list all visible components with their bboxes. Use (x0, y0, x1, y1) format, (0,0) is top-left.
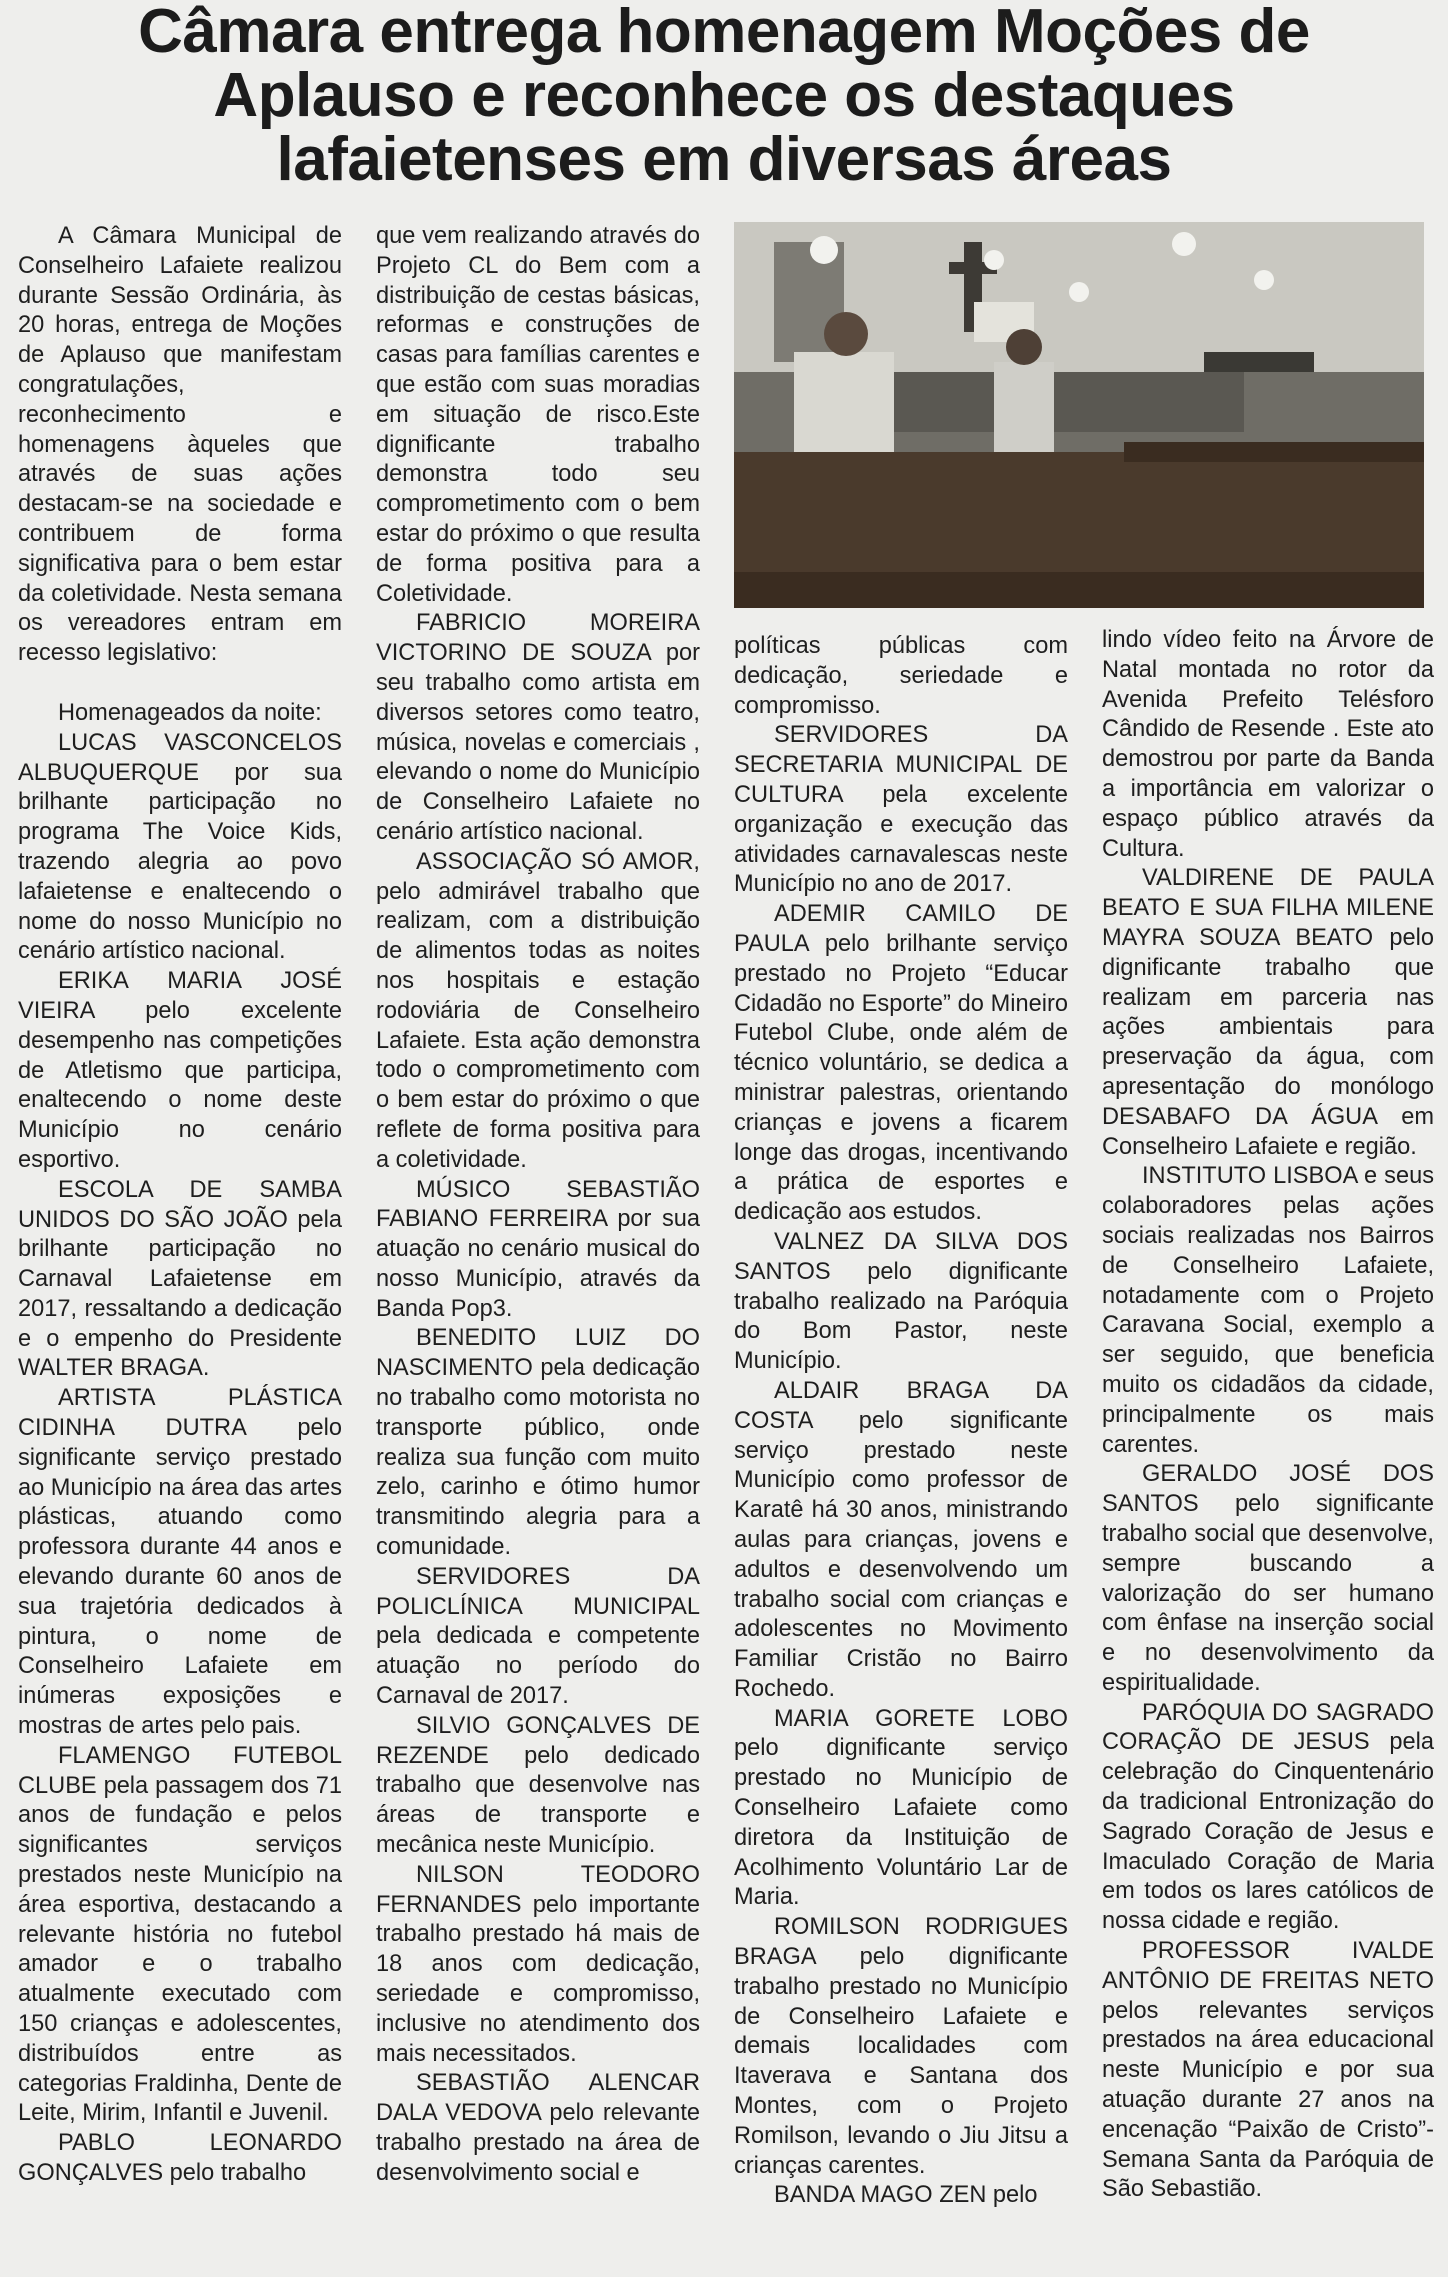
paragraph: BENEDITO LUIZ DO NASCIMENTO pela dedicação no trabalho como motorista no transporte público, onde realiza sua função com muito zelo, carinho e ótimo humor transmitindo alegria para a comunidade. (376, 1325, 700, 1561)
council-chamber-image (734, 222, 1424, 608)
paragraph: A Câmara Municipal de Conselheiro Lafaiete realizou durante Sessão Ordinária, às 20 horas, entrega de Moções de Aplauso que manifestam congratulações, reconhecimento e homenagens àqueles que através de suas ações destacam-se na sociedade e contribuem de forma significativa para o bem estar da coletividade. Nesta semana os vereadores entram em recesso legislativo: (18, 223, 342, 667)
paragraph: VALNEZ DA SILVA DOS SANTOS pelo dignificante trabalho realizado na Paróquia do Bom Pastor, neste Município. (734, 1228, 1068, 1375)
paragraph: políticas públicas com dedicação, seriedade e compromisso. (734, 633, 1068, 719)
column-1 (18, 222, 342, 2189)
paragraph: VALDIRENE DE PAULA BEATO E SUA FILHA MILENE MAYRA SOUZA BEATO pelo dignificante trabalho que realizam em parceria nas ações ambientais para preservação da água, com apresentação do monólogo DESABAFO DA ÁGUA em Conselheiro Lafaiete e região. (1102, 865, 1434, 1160)
paragraph: ADEMIR CAMILO DE PAULA pelo brilhante serviço prestado no Projeto “Educar Cidadão no Esporte” do Mineiro Futebol Clube, onde além de técnico voluntário, se dedica a ministrar palestras, orientando crianças e jovens a ficarem longe das drogas, incentivando a prática de esportes e dedicação aos estudos. (734, 901, 1068, 1226)
session-photo (734, 222, 1424, 608)
headline: Câmara entrega homenagem Moções de Aplauso e reconhece os destaques lafaietenses em diversas áreas (138, 0, 1310, 194)
paragraph: MARIA GORETE LOBO pelo dignificante serviço prestado no Município de Conselheiro Lafaiete como diretora da Instituição de Acolhimento Voluntário Lar de Maria. (734, 1705, 1068, 1911)
paragraph: MÚSICO SEBASTIÃO FABIANO FERREIRA por sua atuação no cenário musical do nosso Município, através da Banda Pop3. (376, 1176, 700, 1322)
paragraph: SERVIDORES DA SECRETARIA MUNICIPAL DE CULTURA pela excelente organização e execução das atividades carnavalescas neste Município no ano de 2017. (734, 722, 1068, 898)
paragraph: ESCOLA DE SAMBA UNIDOS DO SÃO JOÃO pela brilhante participação no Carnaval Lafaietense em 2017, ressaltando a dedicação e o empenho do Presidente WALTER BRAGA. (18, 1176, 342, 1382)
paragraph: SILVIO GONÇALVES DE REZENDE pelo dedicado trabalho que desenvolve nas áreas de transporte e mecânica neste Município. (376, 1712, 700, 1859)
paragraph: Homenageados da noite: (58, 699, 322, 726)
paragraph: FLAMENGO FUTEBOL CLUBE pela passagem dos 71 anos de fundação e pelos significantes serviços prestados neste Município na área esportiva, destacando a relevante história no futebol amador e o trabalho atualmente executado com 150 crianças e adolescentes, distribuídos entre as categorias Fraldinha, Dente de Leite, Mirim, Infantil e Juvenil. (18, 1742, 342, 2127)
paragraph: ROMILSON RODRIGUES BRAGA pelo dignificante trabalho prestado no Município de Conselheiro Lafaiete e demais localidades com Itaverava e Santana dos Montes, com o Projeto Romilson, levando o Jiu Jitsu a crianças carentes. (734, 1914, 1068, 2179)
paragraph: INSTITUTO LISBOA e seus colaboradores pelas ações sociais realizadas nos Bairros de Conselheiro Lafaiete, notadamente com o Projeto Caravana Social, exemplo a ser seguido, que beneficia muito os cidadãos da cidade, principalmente os mais carentes. (1102, 1163, 1434, 1458)
column-2 (376, 222, 700, 2189)
paragraph: SEBASTIÃO ALENCAR DALA VEDOVA pelo relevante trabalho prestado na área de desenvolvimento social e (376, 2070, 700, 2186)
paragraph: SERVIDORES DA POLICLÍNICA MUNICIPAL pela dedicada e competente atuação no período do Carnaval de 2017. (376, 1563, 700, 1710)
paragraph: FABRICIO MOREIRA VICTORINO DE SOUZA por seu trabalho como artista em diversos setores como teatro, música, novelas e comerciais , elevando o nome do Município de Conselheiro Lafaiete no cenário artístico nacional. (376, 610, 700, 845)
paragraph: ASSOCIAÇÃO SÓ AMOR, pelo admirável trabalho que realizam, com a distribuição de alimentos todas as noites nos hospitais e estação rodoviária de Conselheiro Lafaiete. Esta ação demonstra todo o comprometimento com o bem estar do próximo o que reflete de forma positiva para a coletividade. (376, 848, 700, 1173)
paragraph: PARÓQUIA DO SAGRADO CORAÇÃO DE JESUS pela celebração do Cinquentenário da tradicional Entronização do Sagrado Coração de Jesus e Imaculado Coração de Maria em todos os lares católicos de nossa cidade e região. (1102, 1699, 1434, 1935)
paragraph: ARTISTA PLÁSTICA CIDINHA DUTRA pelo significante serviço prestado ao Município na área das artes plásticas, atuando como professora durante 44 anos e elevando durante 60 anos de sua trajetória dedicados à pintura, o nome de Conselheiro Lafaiete em inúmeras exposições e mostras de artes pelo pais. (18, 1385, 342, 1740)
paragraph: PABLO LEONARDO GONÇALVES pelo trabalho (18, 2130, 342, 2186)
paragraph: NILSON TEODORO FERNANDES pelo importante trabalho prestado há mais de 18 anos com dedicação, seriedade e compromisso, inclusive no atendimento dos mais necessitados. (376, 1861, 700, 2067)
column-3 (734, 632, 1068, 2211)
paragraph: que vem realizando através do Projeto CL do Bem com a distribuição de cestas básicas, reformas e construções de casas para famílias carentes e que estão com suas moradias em situação de risco.Este dignificante trabalho demonstra todo seu comprometimento com o bem estar do próximo o que resulta de forma positiva para a Coletividade. (376, 223, 700, 607)
paragraph: PROFESSOR IVALDE ANTÔNIO DE FREITAS NETO pelos relevantes serviços prestados na área educacional neste Município e por sua atuação durante 27 anos na encenação “Paixão de Cristo”- Semana Santa da Paróquia de São Sebastião. (1102, 1938, 1434, 2203)
paragraph: GERALDO JOSÉ DOS SANTOS pelo significante trabalho social que desenvolve, sempre buscando a valorização do ser humano com ênfase na inserção social e no desenvolvimento da espiritualidade. (1102, 1461, 1434, 1696)
paragraph: LUCAS VASCONCELOS ALBUQUERQUE por sua brilhante participação no programa The Voice Kids, trazendo alegria ao povo lafaietense e enaltecendo o nome do nosso Município no cenário artístico nacional. (18, 729, 342, 965)
paragraph: ALDAIR BRAGA DA COSTA pelo significante serviço prestado neste Município como professor de Karatê há 30 anos, ministrando aulas para crianças, jovens e adultos e desenvolvendo um trabalho social com crianças e adolescentes no Movimento Familiar Cristão no Bairro Rochedo. (734, 1377, 1068, 1702)
column-4 (1102, 626, 1434, 2205)
paragraph: BANDA MAGO ZEN pelo (774, 2182, 1038, 2209)
paragraph: ERIKA MARIA JOSÉ VIEIRA pelo excelente desempenho nas competições de Atletismo que participa, enaltecendo o nome deste Município no cenário esportivo. (18, 968, 342, 1173)
paragraph: lindo vídeo feito na Árvore de Natal montada no rotor da Avenida Prefeito Telésforo Cândido de Resende . Este ato demostrou por parte da Banda a importância em valorizar o espaço público através da Cultura. (1102, 627, 1434, 862)
